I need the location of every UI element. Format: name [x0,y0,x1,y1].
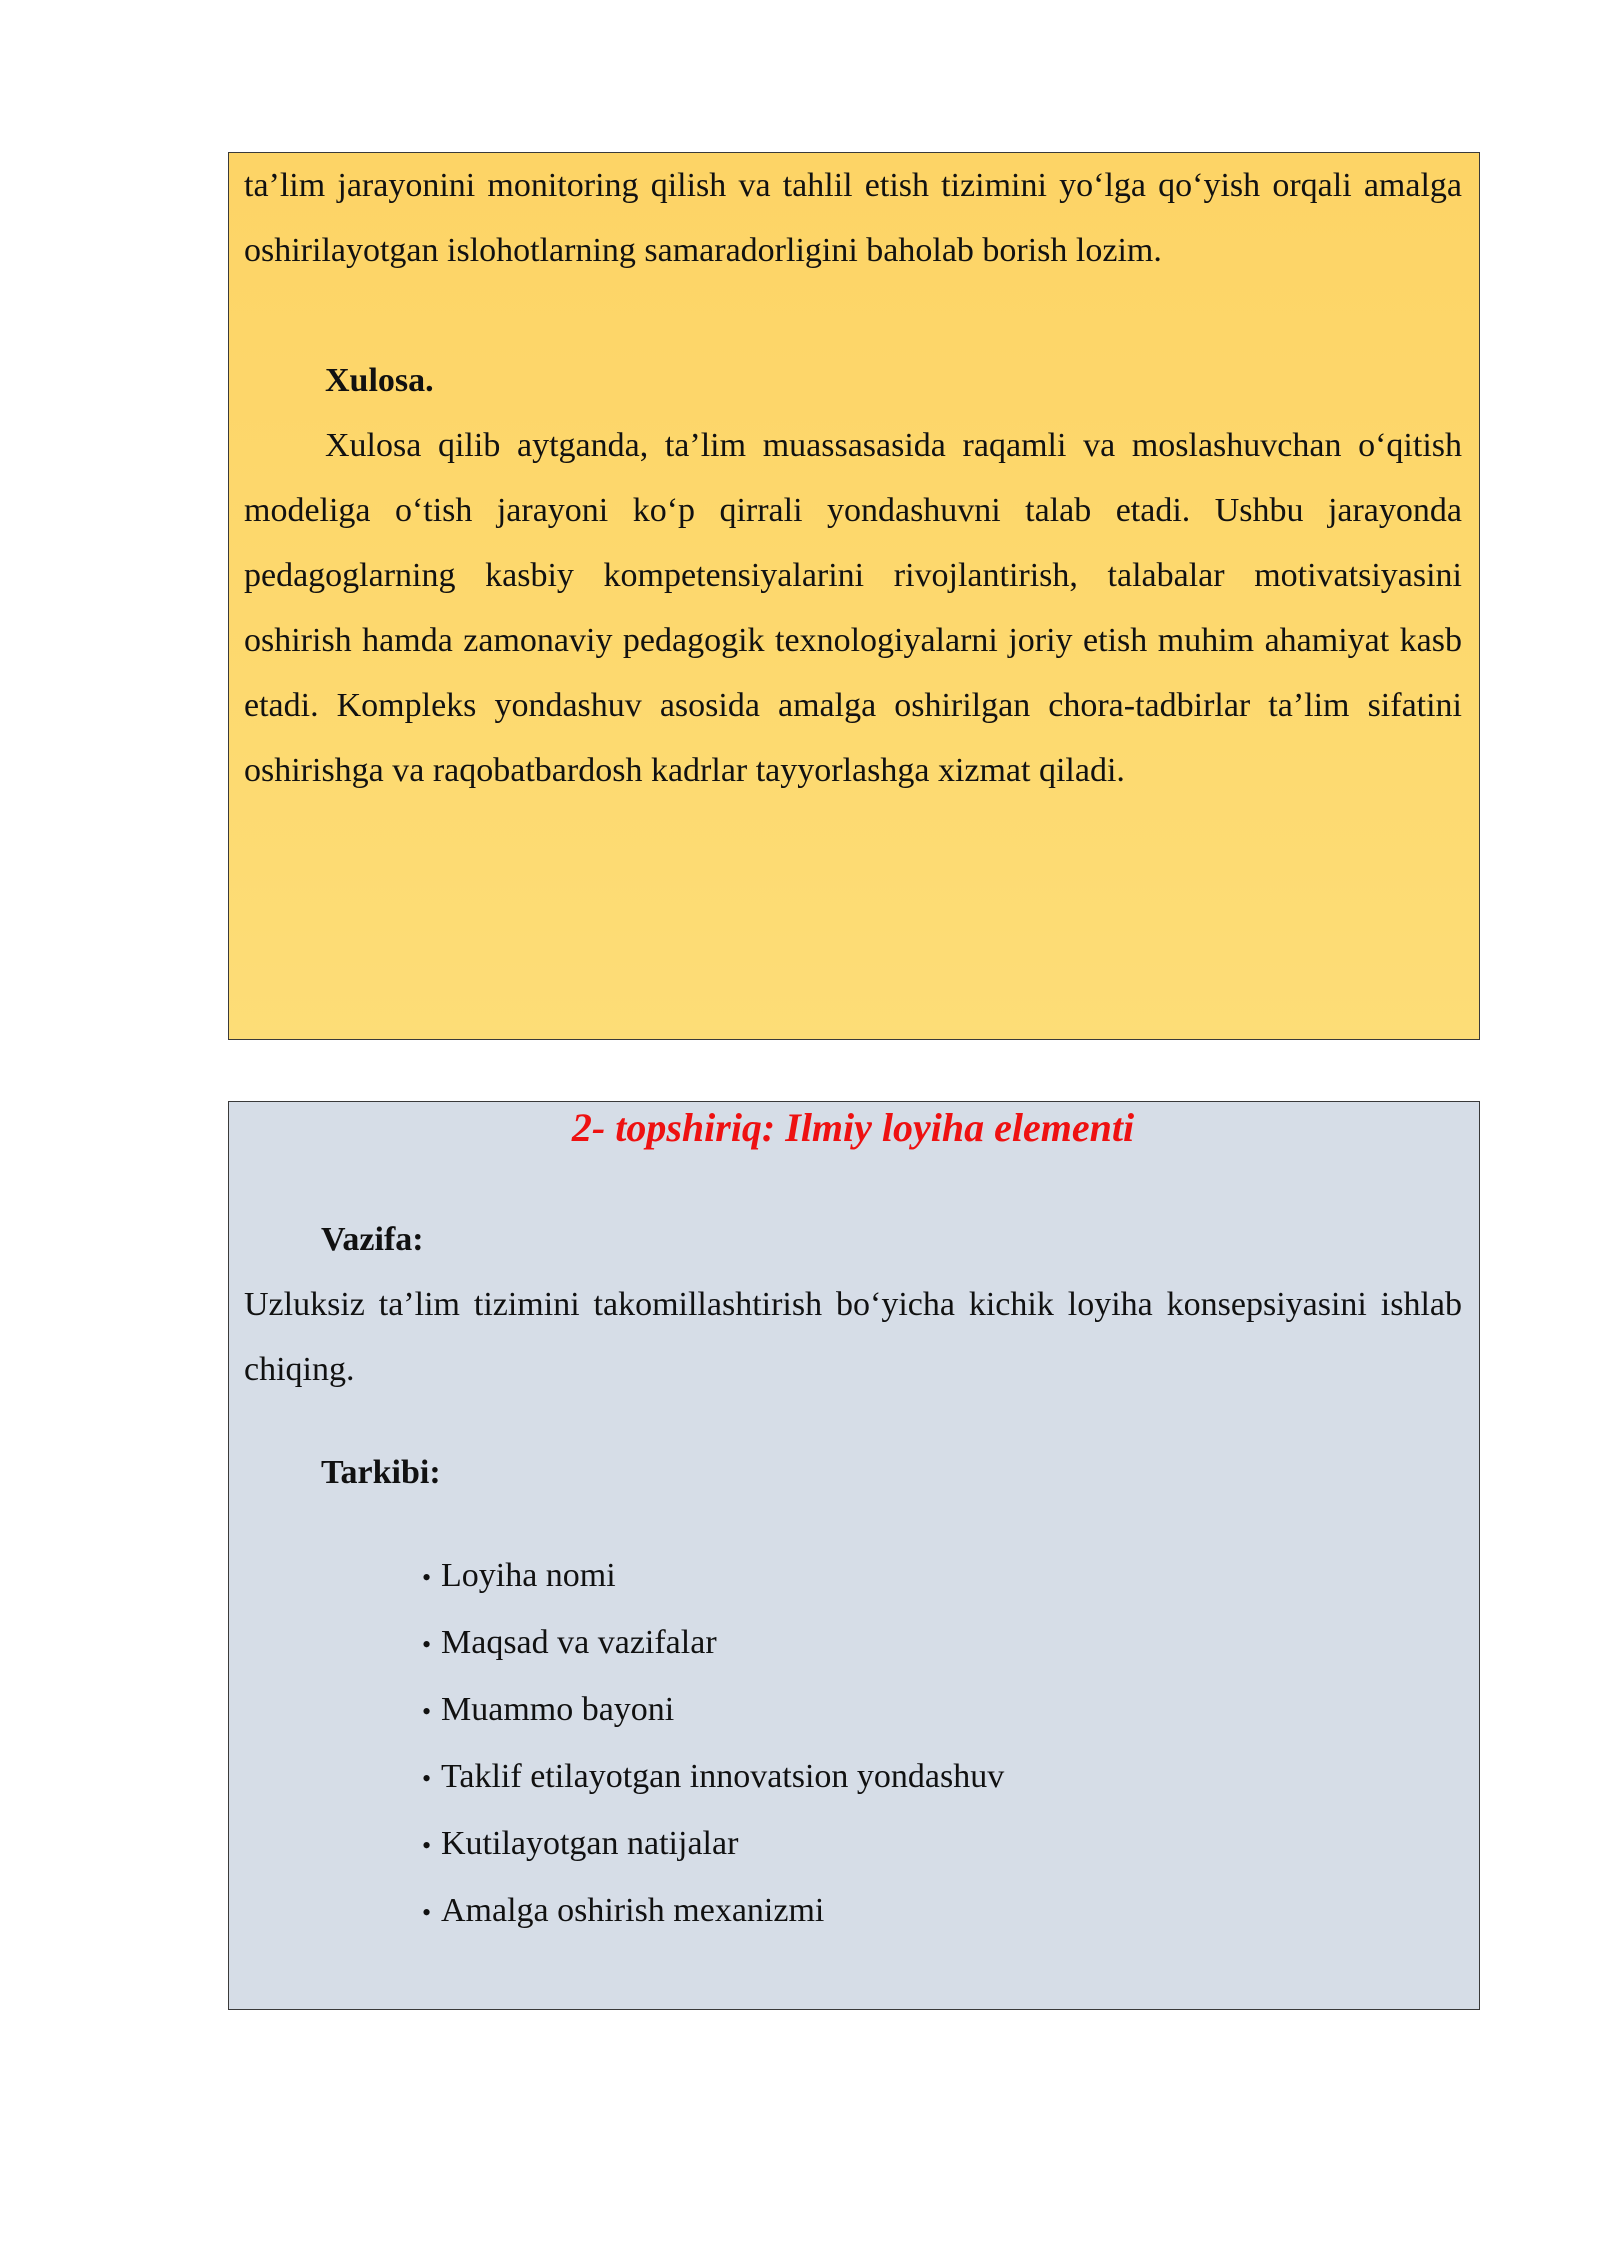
conclusion-heading: Xulosa. [325,362,434,399]
spacer [244,1402,1462,1440]
task-paragraph: Uzluksiz ta’lim tizimini takomillashtirish bo‘yicha kichik loyiha konsepsiyasini ishlab chiqing. [244,1286,1462,1388]
list-item [422,1811,1462,1878]
list-item-label: Amalga oshirish mexanizmi [441,1892,825,1929]
list-item [422,1610,1462,1677]
spacer [244,1154,1462,1207]
list-item-label: Muammo bayoni [441,1691,675,1728]
list-item-label: Kutilayotgan natijalar [441,1825,739,1862]
spacer [244,1505,1462,1543]
list-item [422,1878,1462,1945]
list-item [422,1744,1462,1811]
list-item [422,1543,1462,1610]
list-item-label: Loyiha nomi [441,1557,616,1594]
bullet-icon: • [422,1630,432,1659]
contents-list [244,1543,1462,1945]
task-heading: Vazifa: [321,1221,424,1258]
bullet-icon: • [422,1563,432,1592]
list-item-label: Taklif etilayotgan innovatsion yondashuv [441,1758,1005,1795]
contents-heading: Tarkibi: [321,1454,441,1491]
conclusion-box [228,152,1480,1040]
bullet-icon: • [422,1831,432,1860]
task-box [228,1101,1480,2010]
conclusion-paragraph: Xulosa qilib aytganda, ta’lim muassasasida raqamli va moslashuvchan o‘qitish modeliga o‘tish jarayoni ko‘p qirrali yondashuvni talab etadi. Ushbu jarayonda pedagoglarning kasbiy kompetensiyalarini rivojlantirish, talabalar motivatsiyasini oshirish hamda zamonaviy pedagogik texnologiyalarni joriy etish muhim ahamiyat kasb etadi. Kompleks yondashuv asosida amalga oshirilgan chora-tadbirlar ta’lim sifatini oshirishga va raqobatbardosh kadrlar tayyorlashga xizmat qiladi. [244,427,1462,789]
spacer [244,283,1462,348]
list-item [422,1677,1462,1744]
bullet-icon: • [422,1764,432,1793]
task-title: 2- topshiriq: Ilmiy loyiha elementi [571,1105,1135,1150]
bullet-icon: • [422,1898,432,1927]
intro-paragraph: ta’lim jarayonini monitoring qilish va tahlil etish tizimini yo‘lga qo‘yish orqali amalga oshirilayotgan islohotlarning samaradorligini baholab borish lozim. [244,167,1462,269]
list-item-label: Maqsad va vazifalar [441,1624,717,1661]
bullet-icon: • [422,1697,432,1726]
